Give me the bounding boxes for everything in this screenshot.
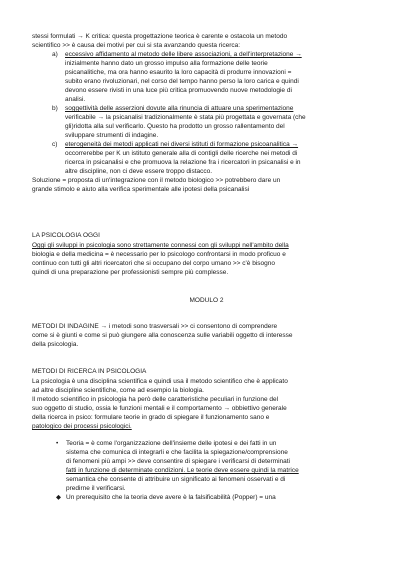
section3-line-5: della ricerca in psico: formulare teorie in grado di spiegare il funzionamento sano e	[32, 414, 270, 421]
cause-a-line-1: eccessivo affidamento al metodo delle libere associazioni, a dell'interpretazione →	[65, 51, 302, 58]
bullet-1-line-4: fatti in funzione di determinate condizioni. Le teorie deve essere quindi la matrice	[66, 467, 299, 474]
bullet-1-line-1: Teoria = è come l'organizzazione dell'insieme delle ipotesi e dei fatti in un	[66, 440, 277, 447]
section-title-metodi-ricerca: METODI DI RICERCA IN PSICOLOGIA	[32, 368, 147, 375]
section2-line-1: METODI DI INDAGINE → i metodi sono trasversali >> ci consentono di comprendere	[32, 323, 278, 330]
cause-a-line-5: devono essere rivisti in una luce più critica promuovendo nuove metodologie di	[65, 87, 292, 94]
section2-line-2: come si è giunti e come si può giungere alla conoscenza sulle variabili oggetto di interesse	[32, 332, 293, 339]
cause-c-line-3: ricerca in psicanalisi e che promuova la relazione fra i ricercatori in psicanalisi e in	[65, 159, 301, 166]
bullet-2-line-1: Un prerequisito che la teoria deve avere è la falsificabilità (Popper) = una	[66, 494, 276, 501]
solution-line-1: Soluzione = proposta di un'integrazione con il metodo biologico >> potrebbero dare un	[32, 177, 281, 184]
bullet-1-line-5: semantica che consente di attribuire un significato ai fenomeni osservati e di	[66, 476, 286, 483]
cause-a-line-4: subito erano rivoluzionari, nel corso del tempo hanno perso la loro carica e quindi	[65, 78, 299, 85]
module-title: MODULO 2	[189, 297, 224, 304]
cause-c-marker: c)	[52, 141, 58, 148]
section2-line-3: della psicologia.	[32, 341, 79, 348]
intro-line-2: scientifico >> è causa dei motivi per cui si sta avanzando questa ricerca:	[32, 42, 241, 49]
section3-line-4: suo oggetto di studio, ossia le funzioni mentali e il comportamento → obbiettivo generale	[32, 405, 287, 412]
section-title-psicologia-oggi: LA PSICOLOGIA OGGI	[32, 232, 100, 239]
cause-b-line-2: verificabile → la psicanalisi tradizionalmente è stata più progettata e governata (che	[65, 114, 306, 121]
solution-line-2: grande stimolo e aiuto alla verifica sperimentale alle ipotesi della psicanalisi	[32, 186, 250, 193]
section1-line-4: quindi di una preparazione per professionisti sempre più complesse.	[32, 269, 229, 276]
bullet-2-marker: ◆	[56, 494, 61, 501]
section3-line-6: patologico dei processi psicologici.	[32, 423, 132, 430]
section3-line-3: Il metodo scientifico in psicologia ha però delle caratteristiche peculiari in funzione del	[32, 396, 279, 403]
cause-c-line-4: altre discipline, non ci deve essere troppo distacco.	[65, 168, 213, 175]
cause-c-line-2: occorrerebbe per K un istituto generale alla di contigli delle ricerche nei metodi di	[65, 150, 298, 157]
bullet-1-line-6: predirne il verificarsi.	[66, 485, 126, 492]
cause-a-marker: a)	[52, 51, 58, 58]
bullet-1-line-3: di fenomeni più ampi >> deve consentire di spiegare i verificarsi di determinati	[66, 458, 291, 465]
bullet-1-line-2: sistema che comunica di integrarli e che facilita la spiegazione/comprensione	[66, 449, 288, 456]
cause-a-line-3: psicanalitiche, ma ora hanno esaurito la loro capacità di produrre innovazioni =	[65, 69, 292, 76]
cause-a-line-6: analisi.	[65, 96, 86, 103]
cause-b-marker: b)	[52, 105, 58, 112]
cause-a-line-2: inizialmente hanno dato un grosso impulso alla formazione delle teorie	[65, 60, 268, 67]
section1-line-3: continuo con tutti gli altri ricercatori che si occupano del corpo umano >> c'è bisogno	[32, 260, 275, 267]
cause-b-line-1: soggettività delle asserzioni dovute alla rinuncia di attuare una sperimentazione	[65, 105, 294, 112]
cause-b-line-4: sviluppare strumenti di indagine.	[65, 132, 159, 139]
section3-line-2: ad altre discipline scientifiche, come ad esempio la biologia.	[32, 387, 204, 394]
intro-line-1: stessi formulati → K critica: questa progettazione teorica è carente e ostacola un metodo	[32, 33, 288, 40]
bullet-1-marker: •	[56, 440, 59, 447]
section1-line-2: biologia e della medicina = è necessario per lo psicologo confrontarsi in modo proficuo e	[32, 251, 286, 258]
section1-line-1: Oggi gli sviluppi in psicologia sono strettamente connessi con gli sviluppi nell'ambito della	[32, 242, 289, 249]
cause-b-line-3: gli)ridotta alla sul verificarlo. Questo ha prodotto un grosso rallentamento del	[65, 123, 285, 130]
section3-line-1: La psicologia è una disciplina scientifica e quindi usa il metodo scientifico che è applicato	[32, 378, 288, 385]
cause-c-line-1: eterogeneità dei metodi applicati nei diversi istituti di formazione psicoanalitica →	[65, 141, 299, 148]
